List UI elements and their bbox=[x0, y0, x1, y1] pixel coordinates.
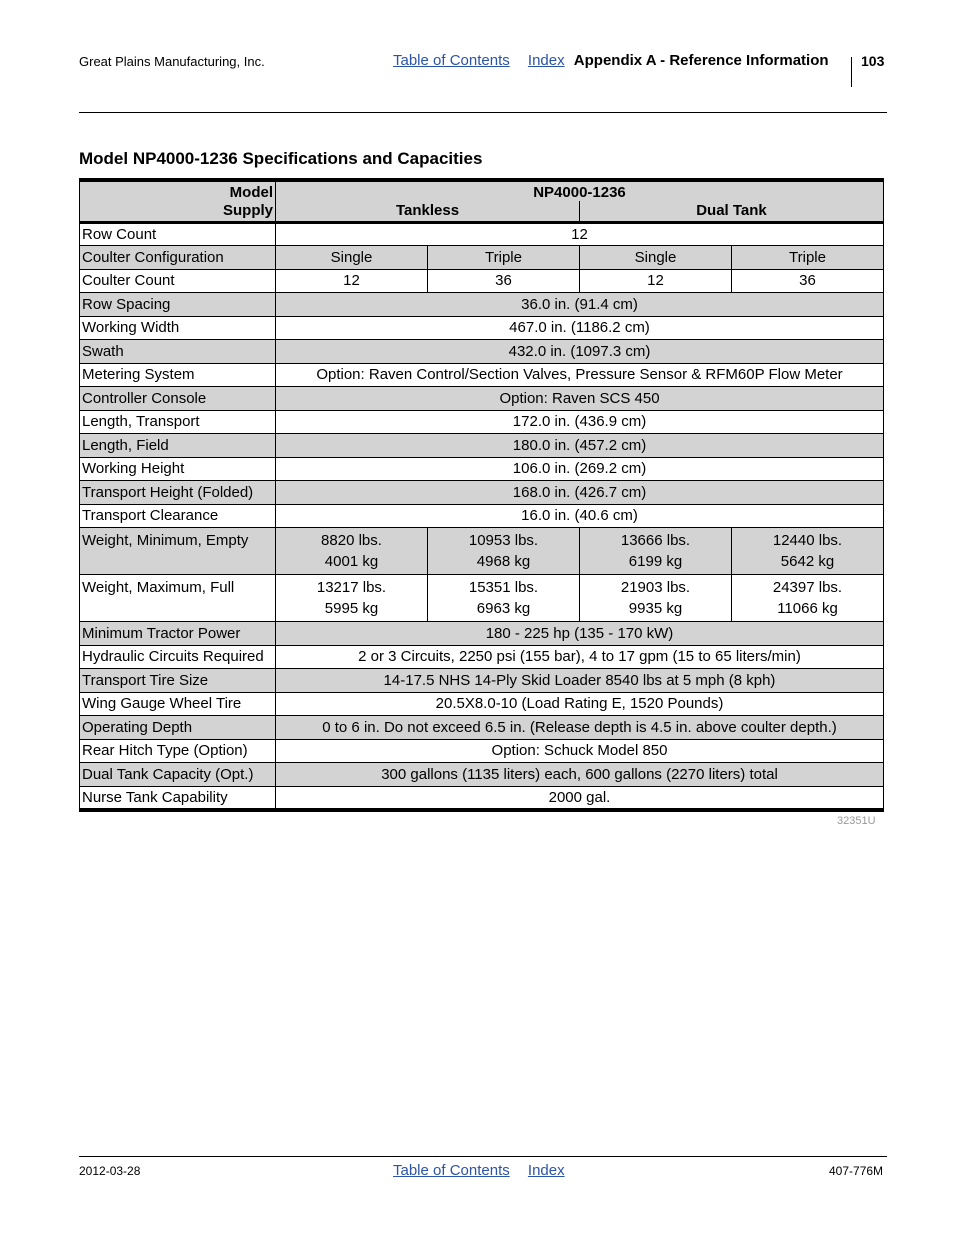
row-value: 36 bbox=[428, 269, 580, 293]
row-label: Hydraulic Circuits Required bbox=[80, 645, 276, 669]
table-row bbox=[80, 645, 884, 669]
weight-lbs: 12440 lbs. bbox=[772, 532, 843, 549]
row-label: Metering System bbox=[80, 363, 276, 387]
table-row bbox=[80, 786, 884, 810]
table-row bbox=[80, 246, 884, 270]
footer-nav bbox=[393, 1162, 579, 1179]
header-dual-tank: Dual Tank bbox=[580, 201, 884, 222]
row-value bbox=[428, 528, 580, 575]
header-index-link[interactable]: Index bbox=[527, 52, 565, 69]
row-value: 168.0 in. (426.7 cm) bbox=[276, 481, 884, 505]
header-tankless: Tankless bbox=[276, 201, 580, 222]
row-value: 16.0 in. (40.6 cm) bbox=[276, 504, 884, 528]
weight-lbs: 13217 lbs. bbox=[316, 579, 387, 596]
footer-index-link[interactable]: Index bbox=[527, 1162, 565, 1179]
row-value: 2 or 3 Circuits, 2250 psi (155 bar), 4 to 17 gpm (15 to 65 liters/min) bbox=[276, 645, 884, 669]
row-value: 36.0 in. (91.4 cm) bbox=[276, 293, 884, 317]
table-header-row bbox=[80, 180, 884, 201]
weight-kg: 11066 kg bbox=[777, 600, 838, 617]
footer-toc-link[interactable]: Table of Contents bbox=[393, 1162, 510, 1179]
row-value: Single bbox=[276, 246, 428, 270]
row-value: Triple bbox=[428, 246, 580, 270]
weight-kg: 9935 kg bbox=[628, 600, 683, 617]
row-label: Length, Field bbox=[80, 434, 276, 458]
row-value: 12 bbox=[276, 269, 428, 293]
row-label: Length, Transport bbox=[80, 410, 276, 434]
weight-kg: 5642 kg bbox=[780, 553, 835, 570]
row-label: Transport Clearance bbox=[80, 504, 276, 528]
page-number: 103 bbox=[861, 53, 885, 69]
weight-kg: 4001 kg bbox=[324, 553, 379, 570]
section-title: Appendix A - Reference Information bbox=[573, 52, 829, 69]
table-row bbox=[80, 340, 884, 364]
row-value: 0 to 6 in. Do not exceed 6.5 in. (Release depth is 4.5 in. above coulter depth.) bbox=[276, 716, 884, 740]
table-row bbox=[80, 410, 884, 434]
weight-kg: 6963 kg bbox=[476, 600, 531, 617]
row-value: 180 - 225 hp (135 - 170 kW) bbox=[276, 622, 884, 646]
table-row bbox=[80, 481, 884, 505]
weight-lbs: 24397 lbs. bbox=[772, 579, 843, 596]
weight-lbs: 15351 lbs. bbox=[468, 579, 539, 596]
table-row bbox=[80, 457, 884, 481]
row-label: Swath bbox=[80, 340, 276, 364]
footer-doc-number: 407-776M bbox=[829, 1164, 884, 1178]
row-label: Rear Hitch Type (Option) bbox=[80, 739, 276, 763]
row-value: 14-17.5 NHS 14-Ply Skid Loader 8540 lbs at 5 mph (8 kph) bbox=[276, 669, 884, 693]
table-header-row bbox=[80, 201, 884, 222]
row-value: Option: Raven SCS 450 bbox=[276, 387, 884, 411]
weight-kg: 4968 kg bbox=[476, 553, 531, 570]
row-value: 432.0 in. (1097.3 cm) bbox=[276, 340, 884, 364]
row-label: Wing Gauge Wheel Tire bbox=[80, 692, 276, 716]
row-value: 300 gallons (1135 liters) each, 600 gallons (2270 liters) total bbox=[276, 763, 884, 787]
table-row bbox=[80, 669, 884, 693]
specifications-table bbox=[79, 178, 884, 812]
row-label: Operating Depth bbox=[80, 716, 276, 740]
row-value bbox=[732, 528, 884, 575]
row-value: Option: Schuck Model 850 bbox=[276, 739, 884, 763]
row-label: Row Count bbox=[80, 222, 276, 246]
weight-lbs: 10953 lbs. bbox=[468, 532, 539, 549]
table-row bbox=[80, 739, 884, 763]
row-value: 36 bbox=[732, 269, 884, 293]
table-row bbox=[80, 316, 884, 340]
row-value: 467.0 in. (1186.2 cm) bbox=[276, 316, 884, 340]
row-label: Transport Height (Folded) bbox=[80, 481, 276, 505]
table-row bbox=[80, 763, 884, 787]
row-value bbox=[732, 575, 884, 622]
row-label: Coulter Configuration bbox=[80, 246, 276, 270]
table-row bbox=[80, 622, 884, 646]
table-row bbox=[80, 434, 884, 458]
header-supply-label: Supply bbox=[80, 201, 276, 222]
table-row bbox=[80, 528, 884, 575]
row-value bbox=[428, 575, 580, 622]
row-value: 106.0 in. (269.2 cm) bbox=[276, 457, 884, 481]
row-value: Triple bbox=[732, 246, 884, 270]
row-value: 172.0 in. (436.9 cm) bbox=[276, 410, 884, 434]
row-value: Option: Raven Control/Section Valves, Pressure Sensor & RFM60P Flow Meter bbox=[276, 363, 884, 387]
row-label: Coulter Count bbox=[80, 269, 276, 293]
page-title: Model NP4000-1236 Specifications and Capacities bbox=[79, 149, 483, 168]
table-row bbox=[80, 269, 884, 293]
row-value: 180.0 in. (457.2 cm) bbox=[276, 434, 884, 458]
row-value bbox=[580, 528, 732, 575]
figure-id: 32351U bbox=[837, 815, 876, 827]
weight-lbs: 13666 lbs. bbox=[620, 532, 691, 549]
weight-kg: 5995 kg bbox=[324, 600, 379, 617]
row-value bbox=[276, 528, 428, 575]
table-row bbox=[80, 222, 884, 246]
table-row bbox=[80, 363, 884, 387]
table-row bbox=[80, 716, 884, 740]
footer-rule bbox=[79, 1156, 887, 1157]
row-value: 20.5X8.0-10 (Load Rating E, 1520 Pounds) bbox=[276, 692, 884, 716]
row-label: Weight, Minimum, Empty bbox=[80, 528, 276, 575]
row-value bbox=[580, 575, 732, 622]
table-row bbox=[80, 387, 884, 411]
row-value: 12 bbox=[276, 222, 884, 246]
header-toc-link[interactable]: Table of Contents bbox=[393, 52, 510, 69]
table-row bbox=[80, 504, 884, 528]
footer-date: 2012-03-28 bbox=[79, 1164, 141, 1178]
row-label: Dual Tank Capacity (Opt.) bbox=[80, 763, 276, 787]
row-label: Working Width bbox=[80, 316, 276, 340]
row-label: Working Height bbox=[80, 457, 276, 481]
row-label: Weight, Maximum, Full bbox=[80, 575, 276, 622]
weight-lbs: 8820 lbs. bbox=[321, 532, 382, 549]
row-label: Minimum Tractor Power bbox=[80, 622, 276, 646]
table-row bbox=[80, 293, 884, 317]
header-rule bbox=[79, 112, 887, 113]
table-row bbox=[80, 692, 884, 716]
row-value: 12 bbox=[580, 269, 732, 293]
row-label: Nurse Tank Capability bbox=[80, 786, 276, 810]
header-divider bbox=[851, 57, 852, 87]
table-row bbox=[80, 575, 884, 622]
row-value: 2000 gal. bbox=[276, 786, 884, 810]
header-nav bbox=[393, 52, 829, 69]
row-label: Transport Tire Size bbox=[80, 669, 276, 693]
weight-lbs: 21903 lbs. bbox=[620, 579, 691, 596]
header-model-value: NP4000-1236 bbox=[276, 180, 884, 201]
row-label: Row Spacing bbox=[80, 293, 276, 317]
company-name: Great Plains Manufacturing, Inc. bbox=[79, 54, 265, 69]
row-value bbox=[276, 575, 428, 622]
header-model-label: Model bbox=[80, 180, 276, 201]
row-value: Single bbox=[580, 246, 732, 270]
row-label: Controller Console bbox=[80, 387, 276, 411]
weight-kg: 6199 kg bbox=[628, 553, 683, 570]
